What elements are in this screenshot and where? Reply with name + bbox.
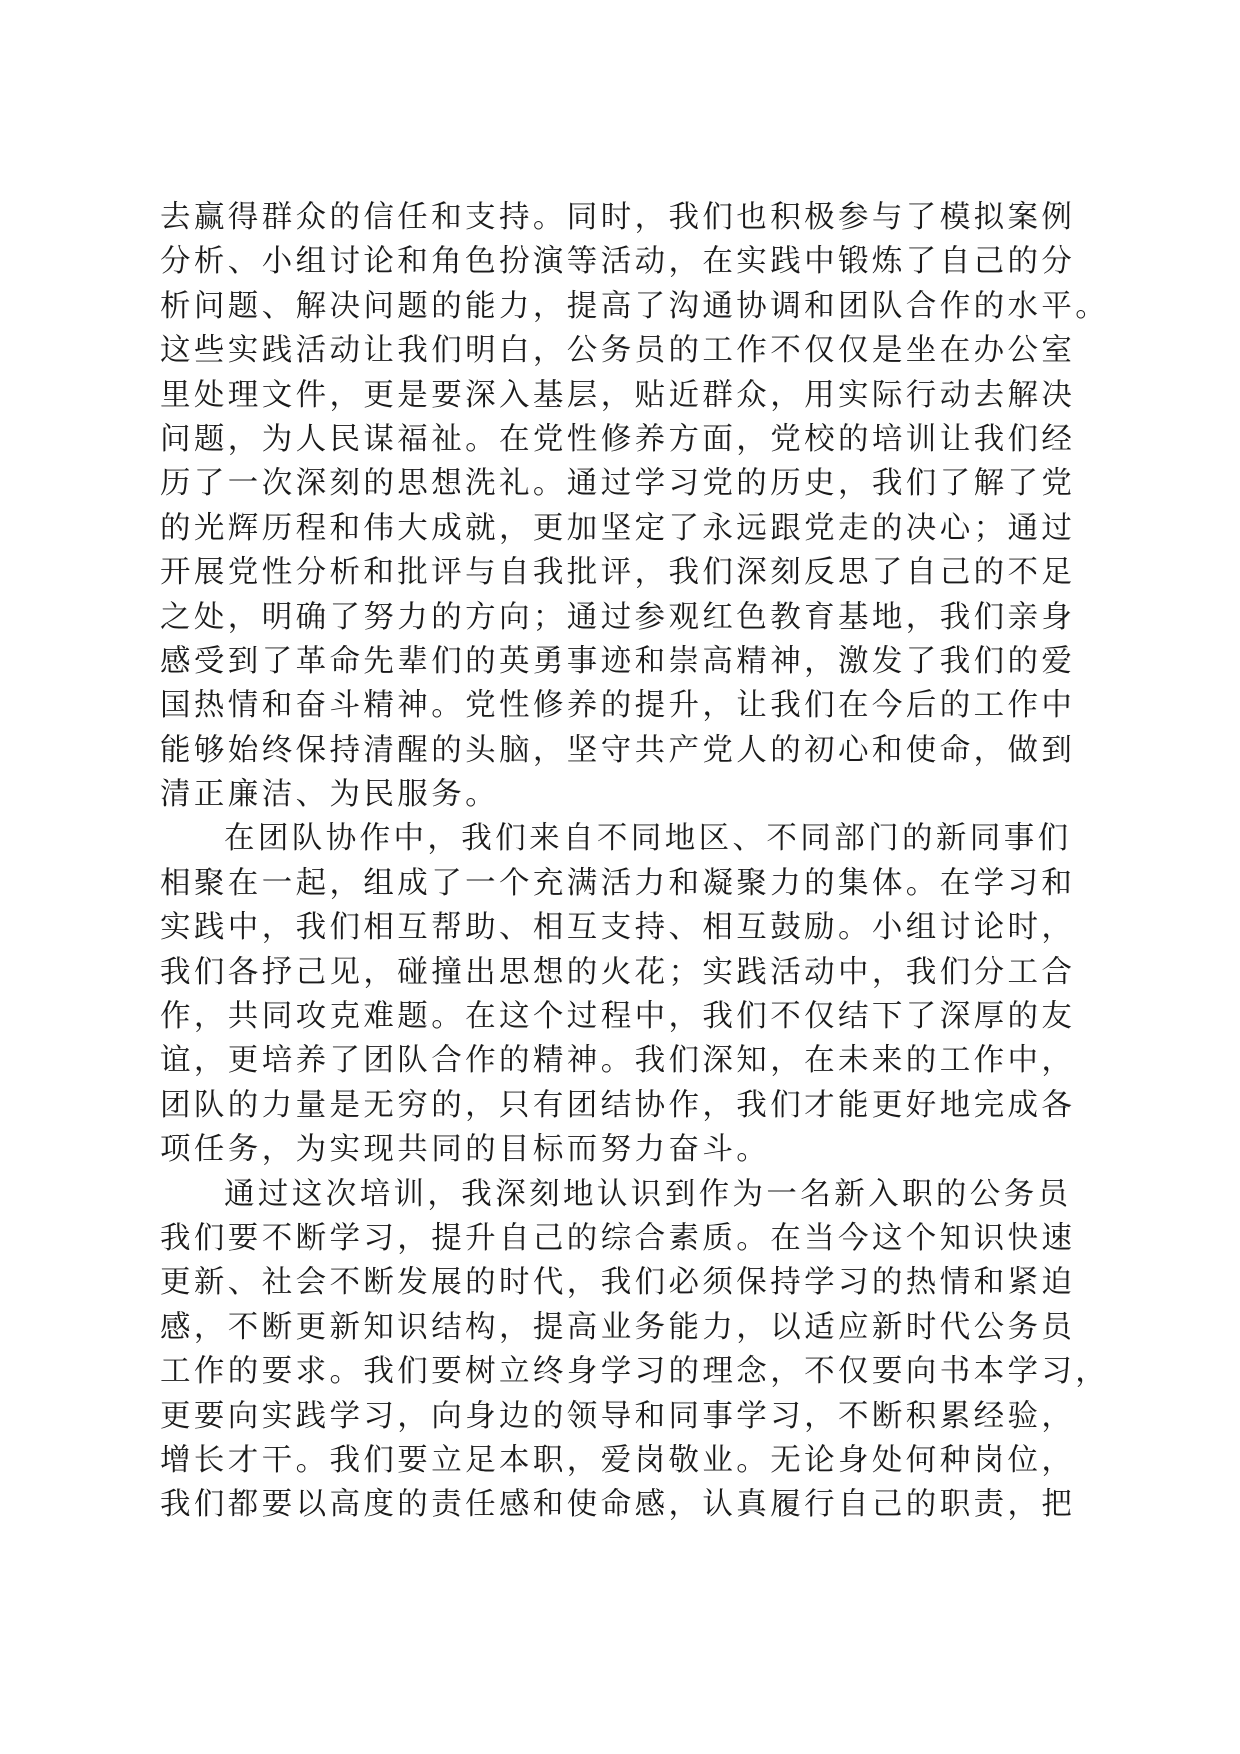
text-line: 去赢得群众的信任和支持。同时，我们也积极参与了模拟案例 bbox=[160, 200, 1076, 235]
text-line: 更新、社会不断发展的时代，我们必须保持学习的热情和紧迫 bbox=[160, 1265, 1076, 1301]
text-line: 国热情和奋斗精神。党性修养的提升，让我们在今后的工作中 bbox=[160, 688, 1076, 724]
text-line: 通过这次培训，我深刻地认识到作为一名新入职的公务员 bbox=[224, 1176, 1072, 1212]
paragraph bbox=[160, 1173, 1110, 1528]
text-line: 增长才干。我们要立足本职，爱岗敬业。无论身处何种岗位， bbox=[160, 1442, 1076, 1478]
body-text bbox=[160, 196, 1110, 1528]
text-line: 清正廉洁、为民服务。 bbox=[160, 777, 499, 813]
text-line: 工作的要求。我们要树立终身学习的理念，不仅要向书本学习， bbox=[160, 1354, 1110, 1390]
text-line: 感受到了革命先辈们的英勇事迹和崇高精神，激发了我们的爱 bbox=[160, 643, 1076, 679]
text-line: 析问题、解决问题的能力，提高了沟通协调和团队合作的水平。 bbox=[160, 288, 1110, 324]
text-line: 团队的力量是无穷的，只有团结协作，我们才能更好地完成各 bbox=[160, 1087, 1076, 1123]
text-line: 之处，明确了努力的方向；通过参观红色教育基地，我们亲身 bbox=[160, 599, 1076, 635]
text-line: 我们都要以高度的责任感和使命感，认真履行自己的职责，把 bbox=[160, 1487, 1076, 1523]
text-line: 相聚在一起，组成了一个充满活力和凝聚力的集体。在学习和 bbox=[160, 865, 1076, 901]
text-line: 这些实践活动让我们明白，公务员的工作不仅仅是坐在办公室 bbox=[160, 333, 1076, 369]
text-line: 我们各抒己见，碰撞出思想的火花；实践活动中，我们分工合 bbox=[160, 954, 1076, 990]
paragraph bbox=[160, 196, 1110, 817]
text-line: 我们要不断学习，提升自己的综合素质。在当今这个知识快速 bbox=[160, 1220, 1076, 1256]
text-line: 开展党性分析和批评与自我批评，我们深刻反思了自己的不足 bbox=[160, 555, 1076, 591]
text-line: 问题，为人民谋福祉。在党性修养方面，党校的培训让我们经 bbox=[160, 421, 1076, 457]
text-line: 更要向实践学习，向身边的领导和同事学习，不断积累经验， bbox=[160, 1398, 1076, 1434]
text-line: 分析、小组讨论和角色扮演等活动，在实践中锻炼了自己的分 bbox=[160, 244, 1076, 280]
text-line: 作，共同攻克难题。在这个过程中，我们不仅结下了深厚的友 bbox=[160, 999, 1076, 1035]
text-line: 能够始终保持清醒的头脑，坚守共产党人的初心和使命，做到 bbox=[160, 732, 1076, 768]
text-line: 实践中，我们相互帮助、相互支持、相互鼓励。小组讨论时， bbox=[160, 910, 1076, 946]
paragraph bbox=[160, 817, 1100, 1172]
text-line: 谊，更培养了团队合作的精神。我们深知，在未来的工作中， bbox=[160, 1043, 1076, 1079]
text-line: 项任务，为实现共同的目标而努力奋斗。 bbox=[160, 1132, 771, 1168]
text-line: 在团队协作中，我们来自不同地区、不同部门的新同事们 bbox=[224, 821, 1072, 857]
text-line: 感，不断更新知识结构，提高业务能力，以适应新时代公务员 bbox=[160, 1309, 1076, 1345]
text-line: 里处理文件，更是要深入基层，贴近群众，用实际行动去解决 bbox=[160, 377, 1076, 413]
text-line: 历了一次深刻的思想洗礼。通过学习党的历史，我们了解了党 bbox=[160, 466, 1076, 502]
text-line: 的光辉历程和伟大成就，更加坚定了永远跟党走的决心；通过 bbox=[160, 510, 1076, 546]
